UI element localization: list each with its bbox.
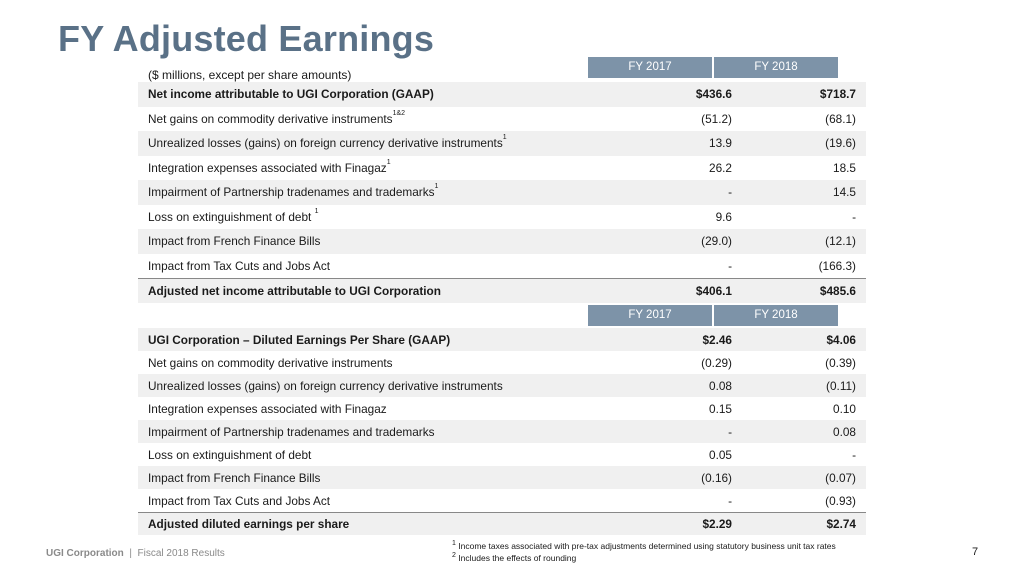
table-row xyxy=(138,443,866,466)
row-value-fy2018: 0.08 xyxy=(833,424,856,439)
footer-company: UGI Corporation xyxy=(46,548,124,559)
footnote-ref: 1 xyxy=(314,207,319,215)
units-note: ($ millions, except per share amounts) xyxy=(148,68,352,82)
row-value-fy2018: 0.10 xyxy=(833,401,856,416)
table-row-total xyxy=(138,512,866,535)
column-headers-1 xyxy=(588,57,840,78)
footnote-ref: 1 xyxy=(386,158,391,166)
row-value-fy2017: 0.05 xyxy=(709,447,732,462)
column-header-fy2018: FY 2018 xyxy=(714,57,838,78)
row-value-fy2017: - xyxy=(728,424,732,439)
table-row xyxy=(138,351,866,374)
row-value-fy2017: (51.2) xyxy=(701,111,732,126)
row-value-fy2018: $2.74 xyxy=(826,517,856,531)
row-label: Impairment of Partnership tradenames and trademarks xyxy=(148,424,435,439)
row-value-fy2017: $2.46 xyxy=(702,332,732,347)
table-row xyxy=(138,397,866,420)
row-value-fy2017: $406.1 xyxy=(695,283,732,298)
row-value-fy2018: - xyxy=(852,209,856,224)
page-number: 7 xyxy=(972,546,979,558)
row-value-fy2017: - xyxy=(728,258,732,273)
column-header-fy2017: FY 2017 xyxy=(588,305,712,326)
table-row xyxy=(138,82,866,107)
table-row xyxy=(138,205,866,230)
row-value-fy2018: 18.5 xyxy=(833,160,856,175)
row-value-fy2018: (0.11) xyxy=(826,378,856,393)
row-value-fy2018: $485.6 xyxy=(819,283,856,298)
row-value-fy2017: - xyxy=(728,185,732,200)
row-value-fy2018: (0.93) xyxy=(825,493,856,508)
row-value-fy2017: (0.16) xyxy=(701,470,732,485)
row-label: UGI Corporation – Diluted Earnings Per Share (GAAP) xyxy=(148,332,451,347)
row-label: Impact from Tax Cuts and Jobs Act xyxy=(148,493,331,508)
table-row xyxy=(138,156,866,181)
row-value-fy2017: 26.2 xyxy=(709,160,732,175)
row-value-fy2018: (166.3) xyxy=(818,258,856,273)
row-value-fy2018: $4.06 xyxy=(826,332,856,347)
table-row xyxy=(138,131,866,156)
row-value-fy2018: (0.39) xyxy=(825,355,856,370)
row-label: Unrealized losses (gains) on foreign currency derivative instruments xyxy=(148,378,503,393)
row-value-fy2017: 0.08 xyxy=(709,378,732,393)
footer xyxy=(46,548,225,559)
table-row-total xyxy=(138,278,866,303)
footer-separator: | xyxy=(129,548,132,559)
row-value-fy2018: $718.7 xyxy=(819,87,856,102)
table-row xyxy=(138,420,866,443)
row-value-fy2017: $436.6 xyxy=(695,87,732,102)
row-label: Adjusted net income attributable to UGI Corporation xyxy=(148,283,441,298)
row-value-fy2018: (68.1) xyxy=(825,111,856,126)
footnote-ref: 1&2 xyxy=(392,109,406,117)
row-label: Integration expenses associated with Finagaz$^1$ xyxy=(148,158,391,175)
row-label: Adjusted diluted earnings per share xyxy=(148,517,350,531)
page-title: FY Adjusted Earnings xyxy=(58,18,435,59)
row-label: Loss on extinguishment of debt $^1$ xyxy=(148,207,319,224)
row-label: Impairment of Partnership tradenames and trademarks$^1$ xyxy=(148,183,439,200)
footnote-ref: 1 xyxy=(502,134,507,142)
row-value-fy2017: 0.15 xyxy=(709,401,732,416)
row-value-fy2017: - xyxy=(728,493,732,508)
row-value-fy2018: - xyxy=(852,447,856,462)
footnote-1: $^1$ Income taxes associated with pre-tax adjustments determined using statutory business unit tax rates xyxy=(452,540,836,551)
row-label: Net income attributable to UGI Corporation (GAAP) xyxy=(148,87,434,102)
table-row xyxy=(138,180,866,205)
table-row xyxy=(138,466,866,489)
row-label: Unrealized losses (gains) on foreign currency derivative instruments$^1$ xyxy=(148,134,507,151)
row-value-fy2018: (12.1) xyxy=(825,234,856,249)
row-value-fy2017: (29.0) xyxy=(701,234,732,249)
table-row xyxy=(138,254,866,279)
row-value-fy2017: 13.9 xyxy=(709,136,732,151)
row-value-fy2017: 9.6 xyxy=(715,209,732,224)
row-label: Impact from Tax Cuts and Jobs Act xyxy=(148,258,331,273)
row-value-fy2017: (0.29) xyxy=(701,355,732,370)
row-label: Integration expenses associated with Finagaz xyxy=(148,401,387,416)
column-header-fy2017: FY 2017 xyxy=(588,57,712,78)
footnote-2: $^2$ Includes the effects of rounding xyxy=(452,552,577,563)
row-value-fy2018: (0.07) xyxy=(825,470,856,485)
row-value-fy2017: $2.29 xyxy=(702,517,732,531)
column-headers-2 xyxy=(588,305,840,326)
table-row xyxy=(138,489,866,512)
row-label: Impact from French Finance Bills xyxy=(148,470,321,485)
row-label: Net gains on commodity derivative instruments xyxy=(148,355,393,370)
row-value-fy2018: 14.5 xyxy=(833,185,856,200)
row-label: Impact from French Finance Bills xyxy=(148,234,321,249)
eps-table xyxy=(138,328,866,535)
row-label: Loss on extinguishment of debt xyxy=(148,447,312,462)
table-row xyxy=(138,374,866,397)
table-row xyxy=(138,229,866,254)
table-row xyxy=(138,107,866,132)
footnote-ref: 1 xyxy=(434,183,439,191)
footnotes xyxy=(452,540,836,564)
row-label: Net gains on commodity derivative instruments$^{1\&2}$ xyxy=(148,109,406,126)
footer-subtitle: Fiscal 2018 Results xyxy=(137,548,225,559)
column-header-fy2018: FY 2018 xyxy=(714,305,838,326)
net-income-table xyxy=(138,82,866,303)
table-row xyxy=(138,328,866,351)
row-value-fy2018: (19.6) xyxy=(825,136,856,151)
